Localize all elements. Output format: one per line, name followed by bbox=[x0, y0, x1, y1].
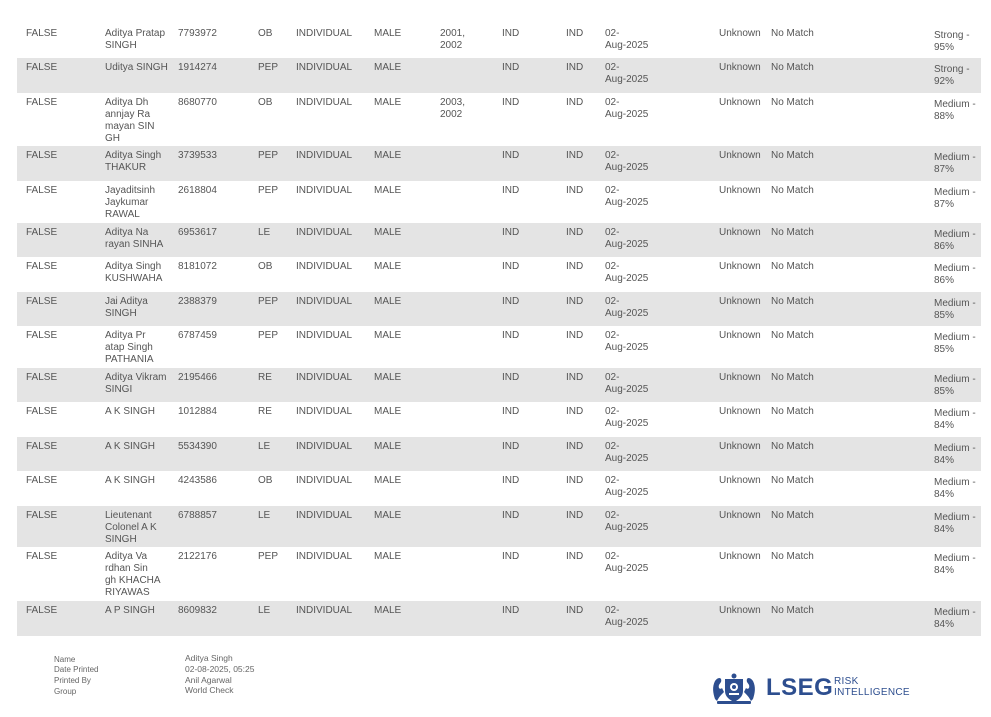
category-cell: PEP bbox=[258, 330, 279, 341]
id-cell: 2618804 bbox=[178, 185, 217, 196]
table-row bbox=[17, 547, 981, 601]
entity-type-cell: INDIVIDUAL bbox=[296, 551, 353, 562]
flag-cell: FALSE bbox=[26, 296, 58, 307]
name-cell: Aditya Pr atap Singh PATHANIA bbox=[105, 330, 154, 365]
name-cell: A K SINGH bbox=[105, 475, 156, 486]
name-cell: Aditya Na rayan SINHA bbox=[105, 227, 164, 250]
country-cell: IND bbox=[502, 330, 520, 341]
flag-cell: FALSE bbox=[26, 605, 58, 616]
date-cell: 02- Aug-2025 bbox=[605, 475, 649, 498]
date-cell: 02- Aug-2025 bbox=[605, 605, 649, 628]
flag-cell: FALSE bbox=[26, 261, 58, 272]
country-cell: IND bbox=[502, 510, 520, 521]
gender-cell: MALE bbox=[374, 551, 402, 562]
crest-icon bbox=[709, 673, 759, 705]
match-cell: No Match bbox=[771, 62, 814, 73]
flag-cell: FALSE bbox=[26, 372, 58, 383]
table-row bbox=[17, 257, 981, 292]
table-row bbox=[17, 93, 981, 146]
country-cell: IND bbox=[502, 261, 520, 272]
resolution-cell: Unknown bbox=[719, 605, 761, 616]
gender-cell: MALE bbox=[374, 261, 402, 272]
country-cell: IND bbox=[502, 372, 520, 383]
nationality-cell: IND bbox=[566, 62, 584, 73]
match-cell: No Match bbox=[771, 227, 814, 238]
name-cell: Jai Aditya SINGH bbox=[105, 296, 148, 319]
nationality-cell: IND bbox=[566, 475, 584, 486]
gender-cell: MALE bbox=[374, 296, 402, 307]
date-cell: 02- Aug-2025 bbox=[605, 330, 649, 353]
match-strength-cell: Medium - 87% bbox=[934, 187, 976, 210]
match-cell: No Match bbox=[771, 296, 814, 307]
id-cell: 3739533 bbox=[178, 150, 217, 161]
gender-cell: MALE bbox=[374, 510, 402, 521]
id-cell: 8609832 bbox=[178, 605, 217, 616]
entity-type-cell: INDIVIDUAL bbox=[296, 150, 353, 161]
category-cell: OB bbox=[258, 475, 273, 486]
name-cell: Jayaditsinh Jaykumar RAWAL bbox=[105, 185, 156, 220]
flag-cell: FALSE bbox=[26, 62, 58, 73]
match-strength-cell: Medium - 84% bbox=[934, 607, 976, 630]
footer-label-printed-by: Printed By bbox=[54, 676, 91, 685]
table-row bbox=[17, 368, 981, 402]
lseg-logo bbox=[709, 673, 919, 705]
logo-line1: RISK bbox=[834, 676, 859, 687]
match-cell: No Match bbox=[771, 475, 814, 486]
nationality-cell: IND bbox=[566, 150, 584, 161]
date-cell: 02- Aug-2025 bbox=[605, 406, 649, 429]
date-cell: 02- Aug-2025 bbox=[605, 296, 649, 319]
footer-value-date-printed: 02-08-2025, 05:25 bbox=[185, 664, 255, 674]
match-strength-cell: Medium - 84% bbox=[934, 553, 976, 576]
match-strength-cell: Medium - 85% bbox=[934, 298, 976, 321]
date-cell: 02- Aug-2025 bbox=[605, 28, 649, 51]
match-strength-cell: Medium - 84% bbox=[934, 512, 976, 535]
nationality-cell: IND bbox=[566, 261, 584, 272]
gender-cell: MALE bbox=[374, 28, 402, 39]
flag-cell: FALSE bbox=[26, 28, 58, 39]
resolution-cell: Unknown bbox=[719, 227, 761, 238]
match-strength-cell: Medium - 84% bbox=[934, 477, 976, 500]
date-cell: 02- Aug-2025 bbox=[605, 510, 649, 533]
nationality-cell: IND bbox=[566, 227, 584, 238]
category-cell: LE bbox=[258, 510, 271, 521]
table-row bbox=[17, 402, 981, 437]
resolution-cell: Unknown bbox=[719, 185, 761, 196]
id-cell: 8680770 bbox=[178, 97, 217, 108]
country-cell: IND bbox=[502, 475, 520, 486]
flag-cell: FALSE bbox=[26, 475, 58, 486]
footer-label-name: Name bbox=[54, 655, 76, 664]
id-cell: 6953617 bbox=[178, 227, 217, 238]
id-cell: 6788857 bbox=[178, 510, 217, 521]
flag-cell: FALSE bbox=[26, 551, 58, 562]
footer-value-name: Aditya Singh bbox=[185, 653, 233, 663]
entity-type-cell: INDIVIDUAL bbox=[296, 185, 353, 196]
gender-cell: MALE bbox=[374, 605, 402, 616]
footer-value-printed-by: Anil Agarwal bbox=[185, 675, 232, 685]
id-cell: 4243586 bbox=[178, 475, 217, 486]
match-cell: No Match bbox=[771, 406, 814, 417]
match-cell: No Match bbox=[771, 150, 814, 161]
category-cell: LE bbox=[258, 605, 271, 616]
nationality-cell: IND bbox=[566, 605, 584, 616]
nationality-cell: IND bbox=[566, 185, 584, 196]
resolution-cell: Unknown bbox=[719, 62, 761, 73]
footer-label-date-printed: Date Printed bbox=[54, 665, 99, 674]
name-cell: Lieutenant Colonel A K SINGH bbox=[105, 510, 157, 545]
country-cell: IND bbox=[502, 97, 520, 108]
id-cell: 5534390 bbox=[178, 441, 217, 452]
table-row bbox=[17, 58, 981, 93]
entity-type-cell: INDIVIDUAL bbox=[296, 406, 353, 417]
resolution-cell: Unknown bbox=[719, 28, 761, 39]
country-cell: IND bbox=[502, 28, 520, 39]
name-cell: A K SINGH bbox=[105, 406, 156, 417]
name-cell: Aditya Dh annjay Ra mayan SIN GH bbox=[105, 97, 155, 144]
table-row bbox=[17, 223, 981, 257]
match-cell: No Match bbox=[771, 97, 814, 108]
table-row bbox=[17, 326, 981, 368]
category-cell: OB bbox=[258, 97, 273, 108]
results-table bbox=[17, 24, 981, 636]
category-cell: LE bbox=[258, 227, 271, 238]
gender-cell: MALE bbox=[374, 406, 402, 417]
flag-cell: FALSE bbox=[26, 185, 58, 196]
resolution-cell: Unknown bbox=[719, 372, 761, 383]
resolution-cell: Unknown bbox=[719, 150, 761, 161]
category-cell: PEP bbox=[258, 185, 279, 196]
match-cell: No Match bbox=[771, 551, 814, 562]
nationality-cell: IND bbox=[566, 551, 584, 562]
entity-type-cell: INDIVIDUAL bbox=[296, 28, 353, 39]
match-strength-cell: Medium - 84% bbox=[934, 408, 976, 431]
resolution-cell: Unknown bbox=[719, 406, 761, 417]
resolution-cell: Unknown bbox=[719, 551, 761, 562]
id-cell: 1012884 bbox=[178, 406, 217, 417]
name-cell: Aditya Singh KUSHWAHA bbox=[105, 261, 163, 284]
footer-label-group: Group bbox=[54, 687, 77, 696]
nationality-cell: IND bbox=[566, 296, 584, 307]
entity-type-cell: INDIVIDUAL bbox=[296, 227, 353, 238]
match-cell: No Match bbox=[771, 510, 814, 521]
entity-type-cell: INDIVIDUAL bbox=[296, 510, 353, 521]
date-cell: 02- Aug-2025 bbox=[605, 185, 649, 208]
table-row bbox=[17, 437, 981, 471]
id-cell: 6787459 bbox=[178, 330, 217, 341]
date-cell: 02- Aug-2025 bbox=[605, 372, 649, 395]
category-cell: PEP bbox=[258, 296, 279, 307]
resolution-cell: Unknown bbox=[719, 261, 761, 272]
name-cell: A P SINGH bbox=[105, 605, 155, 616]
name-cell: Aditya Pratap SINGH bbox=[105, 28, 166, 51]
name-cell: A K SINGH bbox=[105, 441, 156, 452]
flag-cell: FALSE bbox=[26, 406, 58, 417]
match-cell: No Match bbox=[771, 605, 814, 616]
nationality-cell: IND bbox=[566, 406, 584, 417]
match-cell: No Match bbox=[771, 28, 814, 39]
match-strength-cell: Strong - 95% bbox=[934, 30, 970, 53]
date-cell: 02- Aug-2025 bbox=[605, 227, 649, 250]
name-cell: Aditya Singh THAKUR bbox=[105, 150, 162, 173]
nationality-cell: IND bbox=[566, 330, 584, 341]
resolution-cell: Unknown bbox=[719, 441, 761, 452]
category-cell: OB bbox=[258, 28, 273, 39]
category-cell: PEP bbox=[258, 551, 279, 562]
date-cell: 02- Aug-2025 bbox=[605, 261, 649, 284]
match-strength-cell: Strong - 92% bbox=[934, 64, 970, 87]
date-cell: 02- Aug-2025 bbox=[605, 551, 649, 574]
id-cell: 2122176 bbox=[178, 551, 217, 562]
category-cell: OB bbox=[258, 261, 273, 272]
category-cell: RE bbox=[258, 406, 272, 417]
entity-type-cell: INDIVIDUAL bbox=[296, 605, 353, 616]
country-cell: IND bbox=[502, 150, 520, 161]
resolution-cell: Unknown bbox=[719, 330, 761, 341]
match-strength-cell: Medium - 86% bbox=[934, 229, 976, 252]
match-cell: No Match bbox=[771, 330, 814, 341]
resolution-cell: Unknown bbox=[719, 510, 761, 521]
id-cell: 1914274 bbox=[178, 62, 217, 73]
match-strength-cell: Medium - 84% bbox=[934, 443, 976, 466]
match-strength-cell: Medium - 85% bbox=[934, 332, 976, 355]
category-cell: PEP bbox=[258, 62, 279, 73]
nationality-cell: IND bbox=[566, 510, 584, 521]
entity-type-cell: INDIVIDUAL bbox=[296, 97, 353, 108]
entity-type-cell: INDIVIDUAL bbox=[296, 62, 353, 73]
country-cell: IND bbox=[502, 406, 520, 417]
flag-cell: FALSE bbox=[26, 441, 58, 452]
entity-type-cell: INDIVIDUAL bbox=[296, 475, 353, 486]
table-row bbox=[17, 601, 981, 636]
gender-cell: MALE bbox=[374, 150, 402, 161]
nationality-cell: IND bbox=[566, 97, 584, 108]
name-cell: Aditya Vikram SINGI bbox=[105, 372, 167, 395]
category-cell: LE bbox=[258, 441, 271, 452]
date-cell: 02- Aug-2025 bbox=[605, 150, 649, 173]
match-strength-cell: Medium - 85% bbox=[934, 374, 976, 397]
id-cell: 7793972 bbox=[178, 28, 217, 39]
name-cell: Uditya SINGH bbox=[105, 62, 168, 73]
id-cell: 8181072 bbox=[178, 261, 217, 272]
table-row bbox=[17, 471, 981, 506]
gender-cell: MALE bbox=[374, 372, 402, 383]
entity-type-cell: INDIVIDUAL bbox=[296, 441, 353, 452]
gender-cell: MALE bbox=[374, 475, 402, 486]
country-cell: IND bbox=[502, 605, 520, 616]
footer-value-group: World Check bbox=[185, 685, 234, 695]
country-cell: IND bbox=[502, 227, 520, 238]
resolution-cell: Unknown bbox=[719, 475, 761, 486]
entity-type-cell: INDIVIDUAL bbox=[296, 330, 353, 341]
date-cell: 02- Aug-2025 bbox=[605, 62, 649, 85]
resolution-cell: Unknown bbox=[719, 97, 761, 108]
country-cell: IND bbox=[502, 551, 520, 562]
entity-type-cell: INDIVIDUAL bbox=[296, 261, 353, 272]
nationality-cell: IND bbox=[566, 441, 584, 452]
flag-cell: FALSE bbox=[26, 227, 58, 238]
match-strength-cell: Medium - 87% bbox=[934, 152, 976, 175]
country-cell: IND bbox=[502, 296, 520, 307]
country-cell: IND bbox=[502, 185, 520, 196]
table-row bbox=[17, 24, 981, 58]
gender-cell: MALE bbox=[374, 185, 402, 196]
gender-cell: MALE bbox=[374, 330, 402, 341]
id-cell: 2388379 bbox=[178, 296, 217, 307]
country-cell: IND bbox=[502, 441, 520, 452]
flag-cell: FALSE bbox=[26, 330, 58, 341]
dob-cell: 2001, 2002 bbox=[440, 28, 466, 51]
date-cell: 02- Aug-2025 bbox=[605, 97, 649, 120]
flag-cell: FALSE bbox=[26, 510, 58, 521]
flag-cell: FALSE bbox=[26, 150, 58, 161]
match-cell: No Match bbox=[771, 185, 814, 196]
logo-brand: LSEG bbox=[766, 674, 834, 701]
nationality-cell: IND bbox=[566, 372, 584, 383]
match-cell: No Match bbox=[771, 441, 814, 452]
match-cell: No Match bbox=[771, 372, 814, 383]
nationality-cell: IND bbox=[566, 28, 584, 39]
table-row bbox=[17, 146, 981, 181]
gender-cell: MALE bbox=[374, 227, 402, 238]
country-cell: IND bbox=[502, 62, 520, 73]
name-cell: Aditya Va rdhan Sin gh KHACHA RIYAWAS bbox=[105, 551, 161, 598]
category-cell: RE bbox=[258, 372, 272, 383]
match-cell: No Match bbox=[771, 261, 814, 272]
resolution-cell: Unknown bbox=[719, 296, 761, 307]
entity-type-cell: INDIVIDUAL bbox=[296, 372, 353, 383]
id-cell: 2195466 bbox=[178, 372, 217, 383]
logo-line2: INTELLIGENCE bbox=[834, 687, 910, 698]
match-strength-cell: Medium - 86% bbox=[934, 263, 976, 286]
print-footer bbox=[0, 650, 991, 717]
flag-cell: FALSE bbox=[26, 97, 58, 108]
gender-cell: MALE bbox=[374, 97, 402, 108]
gender-cell: MALE bbox=[374, 62, 402, 73]
match-strength-cell: Medium - 88% bbox=[934, 99, 976, 122]
table-row bbox=[17, 292, 981, 326]
dob-cell: 2003, 2002 bbox=[440, 97, 466, 120]
entity-type-cell: INDIVIDUAL bbox=[296, 296, 353, 307]
gender-cell: MALE bbox=[374, 441, 402, 452]
date-cell: 02- Aug-2025 bbox=[605, 441, 649, 464]
category-cell: PEP bbox=[258, 150, 279, 161]
table-row bbox=[17, 506, 981, 547]
table-row bbox=[17, 181, 981, 223]
